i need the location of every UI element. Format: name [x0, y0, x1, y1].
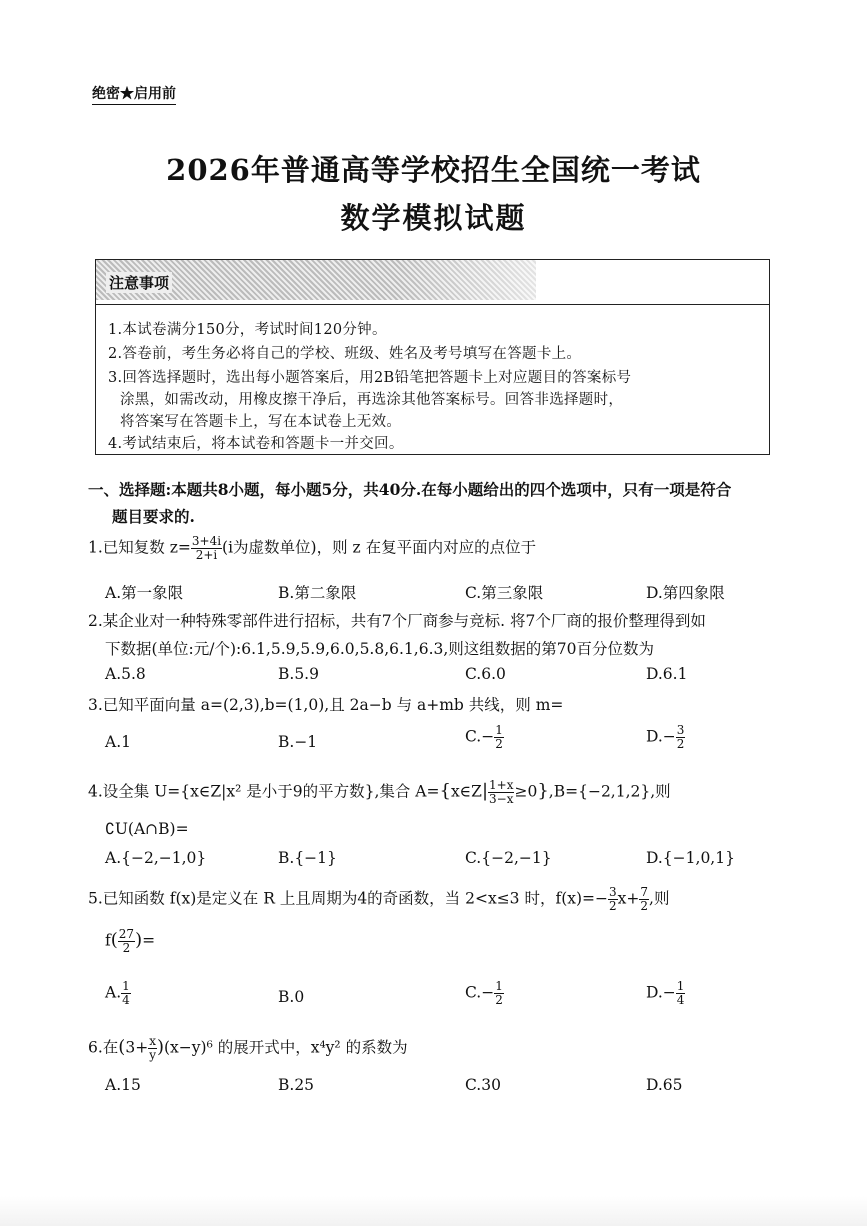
q5-text-a: 5.已知函数 f(x)是定义在 R 上且周期为4的奇函数，当 2<x≤3 时，f(x)=− — [88, 889, 609, 908]
q5-option-d-label: D.− — [646, 983, 676, 1002]
q3-c-num: 1 — [495, 723, 503, 737]
q3-d-num: 3 — [676, 723, 685, 737]
q5-option-a — [105, 980, 131, 1007]
notice-item-3-cont2: 将答案写在答题卡上，写在本试卷上无效。 — [120, 414, 402, 430]
q4-text-b: ,B={−2,1,2},则 — [548, 782, 671, 801]
question-3: 3.已知平面向量 a=(2,3),b=(1,0),且 2a−b 与 a+mb 共线，则 m= — [88, 696, 564, 714]
q1-fraction — [191, 535, 222, 562]
question-5 — [88, 886, 669, 913]
notice-item-4: 4.考试结束后，将本试卷和答题卡一并交回。 — [108, 436, 404, 452]
q6-frac-num: x — [149, 1034, 156, 1048]
q2-option-b: B.5.9 — [278, 665, 319, 683]
question-2-cont: 下数据(单位:元/个):6.1,5.9,5.9,6.0,5.8,6.1,6.3,则这组数据的第70百分位数为 — [105, 640, 655, 658]
q5-option-d — [646, 980, 685, 1007]
q6-frac-den: y — [149, 1048, 156, 1062]
q5-a-den: 4 — [122, 993, 130, 1007]
q6-option-a: A.15 — [105, 1076, 141, 1094]
q6-option-d: D.65 — [646, 1076, 683, 1094]
notice-item-2: 2.答卷前，考生务必将自己的学校、班级、姓名及考号填写在答题卡上。 — [108, 346, 582, 362]
q5-frac-1 — [608, 886, 618, 913]
q5-c-num: 1 — [495, 979, 503, 993]
q6-fraction — [148, 1035, 157, 1062]
q2-option-c: C.6.0 — [465, 665, 506, 683]
q4-brace-open: { — [439, 780, 451, 802]
q4-frac-den: 3−x — [489, 792, 514, 806]
exam-subtitle: 数学模拟试题 — [340, 201, 527, 235]
q5-frac-2 — [639, 886, 649, 913]
q1-prefix: 1.已知复数 z= — [88, 538, 191, 557]
q5-arg-frac — [118, 928, 135, 955]
q4-option-d: D.{−1,0,1} — [646, 849, 735, 867]
q5-option-c — [465, 980, 504, 1007]
q6-paren-open: ( — [118, 1036, 126, 1058]
section-heading-cont: 题目要求的. — [112, 507, 195, 526]
q4-frac-num: 1+x — [489, 778, 514, 792]
q5-text-b: ,则 — [649, 889, 670, 908]
q3-option-c-frac — [494, 724, 504, 751]
q5-d-den: 4 — [676, 993, 685, 1007]
q4-option-c: C.{−2,−1} — [465, 849, 552, 867]
q5-option-c-frac — [494, 980, 504, 1007]
question-5-cont — [105, 928, 155, 955]
q2-option-d: D.6.1 — [646, 665, 688, 683]
notice-item-3: 3.回答选择题时，选出每小题答案后，用2B铅笔把答题卡上对应题目的答案标号 — [108, 370, 632, 386]
q3-option-d — [646, 724, 685, 751]
q4-fraction — [488, 779, 514, 806]
q5-f1-den: 2 — [609, 899, 617, 913]
q1-option-a: A.第一象限 — [105, 584, 184, 602]
q5-arg-num: 27 — [118, 927, 135, 941]
q6-post: (x−y)⁶ 的展开式中，x⁴y² 的系数为 — [164, 1038, 408, 1057]
q3-option-c-label: C.− — [465, 727, 495, 746]
q4-set-pre: x∈Z — [450, 782, 482, 801]
q5-option-c-label: C.− — [465, 983, 495, 1002]
q6-option-b: B.25 — [278, 1076, 315, 1094]
q3-option-c — [465, 724, 504, 751]
q3-option-b: B.−1 — [278, 733, 318, 751]
q5-text-mid: x+ — [617, 889, 640, 908]
q5-d-num: 1 — [676, 979, 685, 993]
q1-option-c: C.第三象限 — [465, 584, 544, 602]
exam-title: 2026年普通高等学校招生全国统一考试 — [166, 153, 701, 187]
q4-set-post: ≥0 — [514, 782, 538, 801]
confidential-label: 绝密★启用前 — [92, 83, 176, 105]
q5-option-a-label: A. — [105, 983, 122, 1002]
q1-frac-den: 2+i — [195, 548, 218, 562]
q4-text-a: 4.设全集 U={x∈Z|x² 是小于9的平方数},集合 A= — [88, 782, 440, 801]
q3-d-den: 2 — [676, 737, 685, 751]
q5-c-den: 2 — [495, 993, 503, 1007]
q4-bar: | — [481, 780, 489, 802]
notice-heading: 注意事项 — [106, 272, 172, 293]
q4-option-b: B.{−1} — [278, 849, 337, 867]
q5-f2-den: 2 — [640, 899, 649, 913]
question-2: 2.某企业对一种特殊零部件进行招标，共有7个厂商参与竞标. 将7个厂商的报价整理得到如 — [88, 612, 706, 630]
q1-frac-num: 3+4i — [191, 534, 222, 548]
q4-brace-close: } — [537, 780, 549, 802]
question-6 — [88, 1035, 408, 1062]
notice-divider — [96, 304, 769, 305]
section-heading: 一、选择题:本题共8小题，每小题5分，共40分.在每小题给出的四个选项中，只有一项是符合 — [88, 480, 732, 499]
q3-c-den: 2 — [495, 737, 503, 751]
q5-f-label: f — [105, 931, 111, 950]
q5-arg-den: 2 — [122, 941, 131, 955]
page-bottom-shadow — [0, 1196, 867, 1226]
q6-paren-close: ) — [156, 1036, 164, 1058]
q1-suffix: (i为虚数单位)，则 z 在复平面内对应的点位于 — [222, 538, 537, 557]
question-4 — [88, 779, 671, 806]
q3-option-d-label: D.− — [646, 727, 676, 746]
q4-option-a: A.{−2,−1,0} — [105, 849, 207, 867]
q5-option-b: B.0 — [278, 988, 305, 1006]
notice-item-1: 1.本试卷满分150分，考试时间120分钟。 — [108, 322, 387, 338]
q5-f2-num: 7 — [640, 885, 649, 899]
q5-equals: = — [142, 931, 156, 950]
question-1 — [88, 535, 536, 562]
question-4-cont: ∁U(A∩B)= — [105, 820, 189, 838]
q5-a-num: 1 — [122, 979, 130, 993]
q5-paren-open: ( — [110, 929, 118, 951]
q5-option-a-frac — [121, 980, 131, 1007]
notice-box — [95, 259, 770, 455]
q5-f1-num: 3 — [609, 885, 617, 899]
q3-option-d-frac — [676, 724, 686, 751]
q1-option-d: D.第四象限 — [646, 584, 725, 602]
q3-option-a: A.1 — [105, 733, 131, 751]
q6-paren-a: 3+ — [125, 1038, 149, 1057]
q1-option-b: B.第二象限 — [278, 584, 357, 602]
notice-item-3-cont: 涂黑，如需改动，用橡皮擦干净后，再选涂其他答案标号。回答非选择题时， — [120, 392, 624, 408]
notice-header-fade — [396, 260, 636, 300]
q5-paren-close: ) — [135, 929, 143, 951]
q6-pre: 6.在 — [88, 1038, 119, 1057]
q5-option-d-frac — [676, 980, 686, 1007]
q2-option-a: A.5.8 — [105, 665, 146, 683]
q6-option-c: C.30 — [465, 1076, 501, 1094]
